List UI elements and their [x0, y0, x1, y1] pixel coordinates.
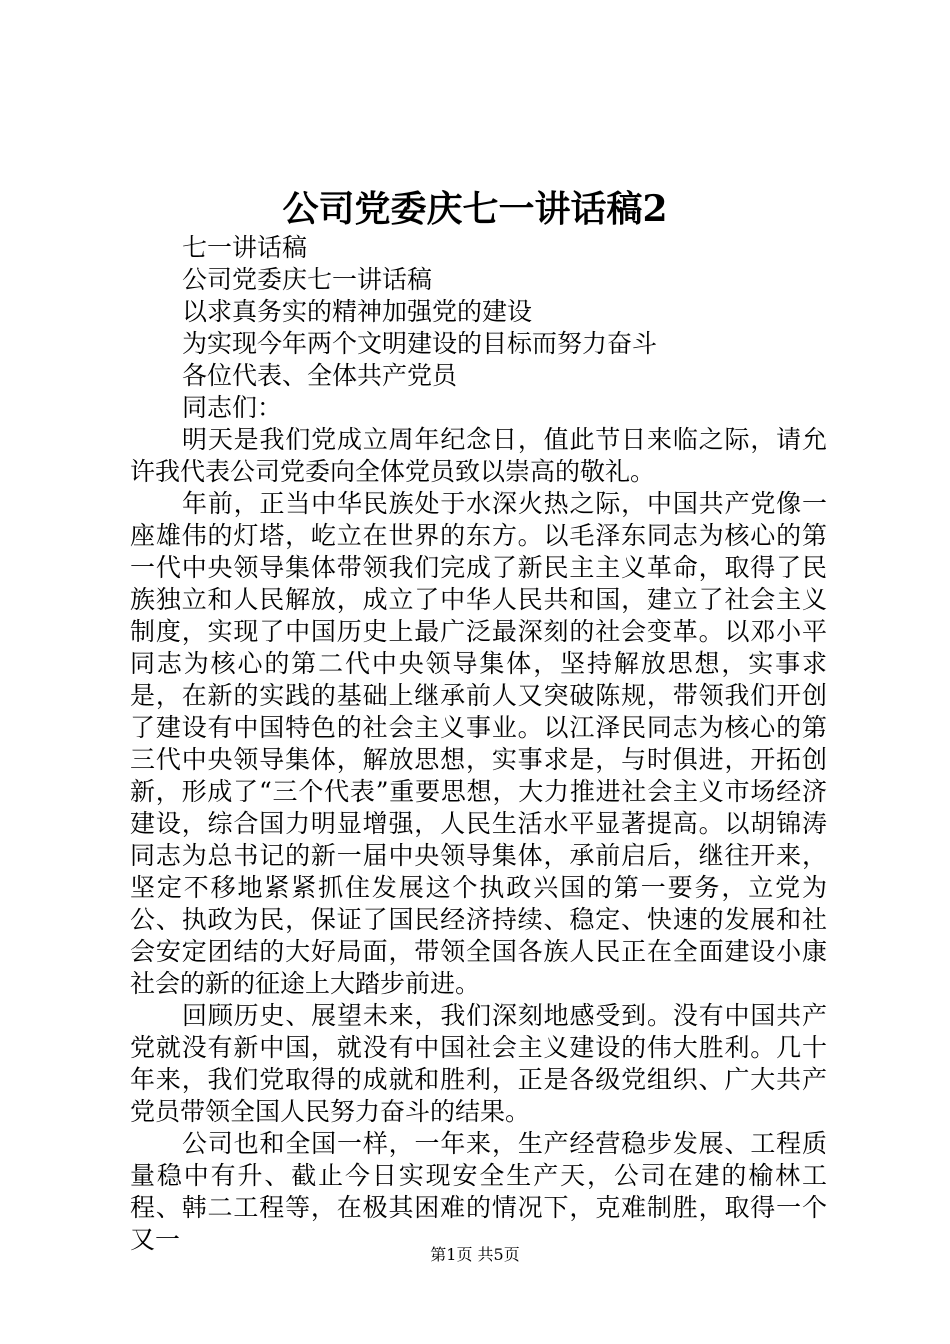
- body-paragraph: 回顾历史、展望未来，我们深刻地感受到。没有中国共产党就没有新中国，就没有中国社会主义建设的伟大胜利。几十年来，我们党取得的成就和胜利，正是各级党组织、广大共产党员带领全国人民努力奋斗的结果。: [130, 1001, 827, 1126]
- body-paragraph: 明天是我们党成立周年纪念日，值此节日来临之际，请允许我代表公司党委向全体党员致以崇高的敬礼。: [130, 425, 827, 486]
- heading-line: 公司党委庆七一讲话稿: [182, 265, 433, 294]
- document-body: [130, 232, 827, 1256]
- body-paragraph: 年前，正当中华民族处于水深火热之际，中国共产党像一座雄伟的灯塔，屹立在世界的东方。以毛泽东同志为核心的第一代中央领导集体带领我们完成了新民主主义革命，取得了民族独立和人民解放，成立了中华人民共和国，建立了社会主义制度，实现了中国历史上最广泛最深刻的社会变革。以邓小平同志为核心的第二代中央领导集体，坚持解放思想，实事求是，在新的实践的基础上继承前人又突破陈规，带领我们开创了建设有中国特色的社会主义事业。以江泽民同志为核心的第三代中央领导集体，解放思想，实事求是，与时俱进，开拓创新，形成了“三个代表”重要思想，大力推进社会主义市场经济建设，综合国力明显增强，人民生活水平显著提高。以胡锦涛同志为总书记的新一届中央领导集体，承前启后，继往开来，坚定不移地紧紧抓住发展这个执政兴国的第一要务，立党为公、执政为民，保证了国民经济持续、稳定、快速的发展和社会安定团结的大好局面，带领全国各族人民正在全面建设小康社会的新的征途上大踏步前进。: [130, 489, 827, 998]
- salutation-line: 各位代表、全体共产党员: [182, 361, 458, 390]
- body-paragraph: 公司也和全国一样，一年来，生产经营稳步发展、工程质量稳中有升、截止今日实现安全生产天，公司在建的榆林工程、韩二工程等，在极其困难的情况下，克难制胜，取得一个又一: [130, 1129, 827, 1254]
- heading-line: 以求真务实的精神加强党的建设: [182, 297, 533, 326]
- heading-line: 七一讲话稿: [182, 233, 308, 262]
- page-number-footer: 第1页 共5页: [430, 1245, 520, 1264]
- document-title: 公司党委庆七一讲话稿2: [282, 188, 668, 230]
- salutation-line: 同志们：: [182, 393, 283, 422]
- heading-line: 为实现今年两个文明建设的目标而努力奋斗: [182, 329, 658, 358]
